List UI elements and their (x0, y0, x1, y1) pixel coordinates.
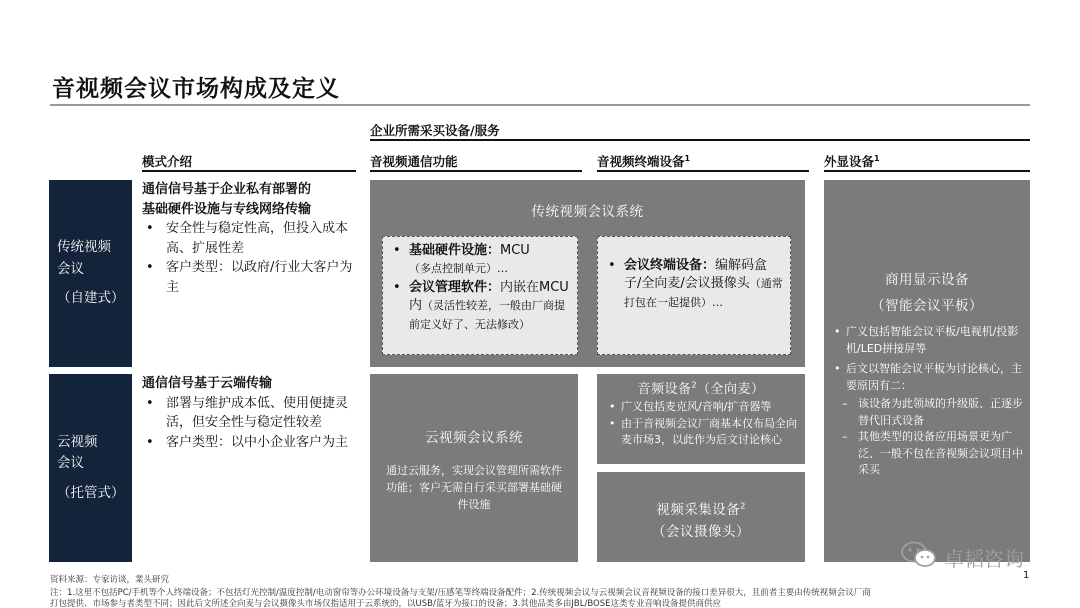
header-mode-line (142, 170, 356, 172)
source-note: 资料来源：专家访谈，業头研究 (50, 575, 170, 585)
cloud-system-desc: 通过云服务，实现会议管理所需软件功能；客户无需自行采买部署基础硬件设施 (386, 464, 562, 512)
list-item: • 会议管理软件：内嵌在MCU内（灵活性较差，一般由厂商提前定义好了、无法修改） (387, 279, 573, 334)
row-label-cloud: 云视频 会议 （托管式） (49, 374, 132, 562)
audio-device-box (597, 374, 805, 464)
footnote-line-2: 打包提供、市场参与者类型不同；因此后文所述全向麦与会议摄像头市场仅指适用于云系统的，以USB/蓝牙为接口的设备；3.其他品类多由JBL/BOSE这类专业音响设备提供商供应 (50, 599, 722, 608)
video-device-title: 视频采集设备$^2$ (656, 501, 746, 518)
watermark (900, 540, 1024, 574)
page-title: 音视频会议市场构成及定义 (52, 76, 340, 102)
mode-desc-cloud: 通信信号基于云端传输 • 部署与维护成本低、使用便捷灵活，但安全性与稳定性较差 • 客户类型：以中小企业客户为主 (142, 374, 358, 452)
audio-device-title: 音频设备$^2$（全向麦） (637, 380, 765, 397)
footnote-line-1: 注：1.这里不包括PC/手机等个人终端设备；不包括灯光控制/温度控制/电动窗帘等办公环境设备与支架/压感笔等终端设备配件；2.传统视频会议与云视频会议音视频设备的接口差异很大，且前者主要由传统视频会议厂商 (50, 588, 871, 598)
header-display: 外显设备$^1$ (824, 153, 880, 169)
watermark-text: 卓韬咨询 (944, 546, 1024, 571)
row-label-traditional: 传统视频 会议 （自建式） (49, 180, 132, 367)
list-item: • 客户类型：以政府/行业大客户为主 (142, 258, 358, 297)
list-item: • 会议终端设备：编解码盒子/全向麦/会议摄像头（通常打包在一起提供）… (602, 257, 784, 312)
header-comm: 音视频通信功能 (370, 154, 458, 169)
traditional-system-terminal (597, 236, 791, 355)
header-display-line (824, 170, 1030, 172)
display-device-box (824, 180, 1030, 562)
display-device-subtitle: （智能会议平板） (871, 298, 983, 314)
header-terminal-line (597, 170, 809, 172)
cloud-system-title: 云视频会议系统 (425, 430, 523, 446)
page-number: 1 (1023, 570, 1030, 581)
video-device-subtitle: （会议摄像头） (652, 524, 750, 540)
traditional-system-title: 传统视频会议系统 (531, 204, 644, 220)
list-item: • 后文以智能会议平板为讨论核心，主要原因有二： (828, 361, 1026, 394)
list-item: • 由于音视频会议厂商基本仅布局全向麦市场3，以此作为后文讨论核心 (603, 416, 799, 449)
cloud-system-box (370, 374, 578, 562)
header-mode: 模式介绍 (142, 154, 193, 169)
list-item: – 其他类型的设备应用场景更为广泛、一般不包在音视频会议项目中采买 (828, 429, 1026, 479)
traditional-system-core (382, 236, 578, 355)
list-item: • 部署与维护成本低、使用便捷灵活，但安全性与稳定性较差 (142, 394, 358, 433)
list-item: • 广义包括智能会议平板/电视机/投影机/LED拼接屏等 (828, 324, 1026, 357)
list-item: • 广义包括麦克风/音响/扩音器等 (603, 399, 799, 416)
list-item: • 基础硬件设施：MCU （多点控制单元）… (387, 242, 573, 279)
header-terminal: 音视频终端设备$^1$ (597, 153, 691, 169)
wechat-icon (900, 540, 938, 574)
title-divider (50, 104, 1030, 106)
header-enterprise-line (370, 139, 1030, 141)
mode-desc-traditional: 通信信号基于企业私有部署的 基础硬件设施与专线网络传输 • 安全性与稳定性高，但投入成本高、扩展性差 • 客户类型：以政府/行业大客户为主 (142, 180, 358, 297)
list-item: • 安全性与稳定性高，但投入成本高、扩展性差 (142, 219, 358, 258)
header-enterprise: 企业所需采买设备/服务 (370, 123, 500, 138)
display-device-title: 商用显示设备 (885, 272, 969, 288)
list-item: – 该设备为此领域的升级版、正逐步替代旧式设备 (828, 396, 1026, 429)
list-item: • 客户类型：以中小企业客户为主 (142, 433, 358, 453)
video-device-box (597, 472, 805, 562)
header-comm-line (370, 170, 582, 172)
